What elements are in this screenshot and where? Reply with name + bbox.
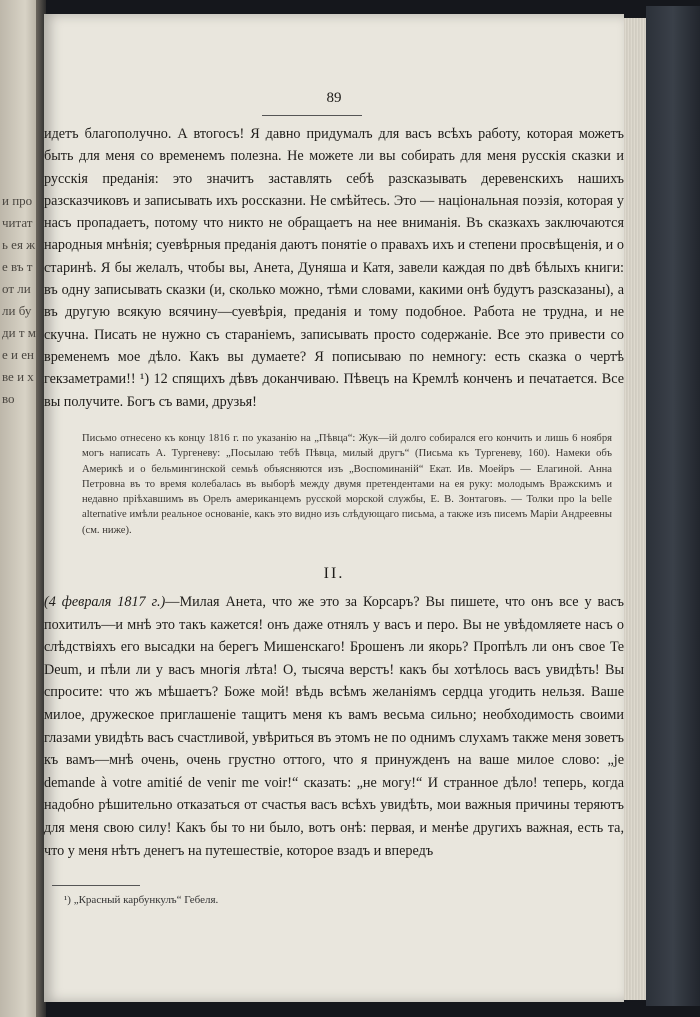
footnote-rule <box>52 885 140 886</box>
footnote: ¹) „Красный карбункулъ“ Гебеля. <box>64 894 219 906</box>
letter-date: (4 февраля 1817 г.) <box>44 594 166 610</box>
page-edges <box>624 18 646 1000</box>
letter-body-continued <box>44 123 624 413</box>
paragraph-2 <box>44 591 624 862</box>
book-page <box>44 14 624 1002</box>
paragraph-1: идетъ благополучно. А втогосъ! Я давно придумалъ для васъ всѣхъ работу, которая можетъ быть для меня со временемъ полезна. Не можете ли вы собирать для меня русскія сказки и русскія преданія: это значитъ заставлять себѣ разсказывать деревенскихъ нашихъ разсказчиковъ и записывать ихъ россказни. Не смѣйтесь. Это — національная поэзія, которая у насъ пропадаетъ, потому что никто не обращаетъ на нее вниманія. Въ сказкахъ заключаются народныя мнѣнія; суевѣрныя преданія даютъ понятіе о правахъ ихъ и степени просвѣщенія, и о старинѣ. Я бы желалъ, чтобы вы, Анета, Дуняша и Катя, завели каждая по двѣ бѣлыхъ книги: въ одну записывать сказки (и, сколько можно, тѣми словами, какими онѣ будутъ разсказаны), а въ другую всякую всячину—суевѣрія, преданія и тому подобное. Работа не трудна, и не скучна. Писать не нужно съ стараніемъ, записывать просто содержаніе. Все это привести со временемъ мое дѣло. Какъ вы думаете? Я пописываю по немногу: есть сказка о чертѣ гекзаметрами!! ¹) 12 спящихъ дѣвъ доканчиваю. Пѣвецъ на Кремлѣ конченъ и печатается. Все вы получите. Богъ съ вами, друзья! <box>44 126 624 410</box>
left-page-text: и прочитать ея же въ тот ли ли бу ди т ме и ен ве и х во <box>2 193 36 406</box>
letter-2-body <box>44 591 624 862</box>
paragraph-2-text: —Милая Анета, что же это за Корсаръ? Вы пишете, что онъ все у васъ похитилъ—и мнѣ это такъ кажется! онъ даже отнялъ у васъ и перо. Вы не увѣдомляете насъ о слѣдствіяхъ его высадки на берегъ Мишенскаго! Брошенъ ли якорь? Пропѣлъ ли онъ свое Te Deum, и пѣли ли у васъ многія лѣта! О, тысяча верстъ! какъ бы хотѣлось васъ увидѣть! Вы спросите: что жъ мѣшаетъ? Боже мой! вѣдь всѣмъ желаніямъ сердца угодить нельзя. Ваше милое, дружеское приглашеніе тащитъ меня къ вамъ весьма сильно; необходимость своими глазами увидѣть васъ счастливой, увѣриться въ этомъ не по однимъ слухамъ также меня зоветъ къ вамъ—мнѣ очень, очень грустно оттого, что я принужденъ на ваше милое слово: „je demande à votre amitié de venir me voir!“ сказать: „не могу!“ И странное дѣло! теперь, когда надобно рѣшительно отказаться от счастья васъ всѣхъ увидѣть, мои важныя причины теряютъ для меня свою силу! Какъ бы то ни было, вотъ онѣ: первая, и менѣе другихъ важная, есть та, что у меня нѣтъ денегъ на путешествіе, которое взадъ и впередъ <box>44 594 624 859</box>
editor-note <box>82 431 612 538</box>
page-number: 89 <box>326 90 342 106</box>
book-cover <box>646 6 700 1006</box>
page-content <box>44 14 624 1002</box>
page-number-rule <box>262 115 362 116</box>
section-heading: II. <box>323 565 345 582</box>
editor-note-text: Письмо отнесено къ концу 1816 г. по указанію на „Пѣвца“: Жук—ій долго собирался его кончить и лишь 6 ноября могъ написать А. Тургеневу: „Посылаю тебѣ Пѣвца, милый другъ“ (Письма къ Тургеневу, 160). Намеки объ Америкѣ и о бельмингинской семьѣ объясняются изъ „Воспоминаній“ Екат. Ив. Моейръ — Елагиной. Анна Петровна въ то время колебалась въ выборѣ между двумя претендентами на ея руку: молодымъ Вражскимъ и недавно пріѣхавшимъ въ Орелъ американцемъ русской морской службы, Е. В. Зонтаговъ. — Толки про la belle alternative имѣли реальное основаніе, какъ это видно изъ слѣдующаго письма, а также изъ писемъ Маріи Андреевны (см. ниже). <box>82 433 612 536</box>
